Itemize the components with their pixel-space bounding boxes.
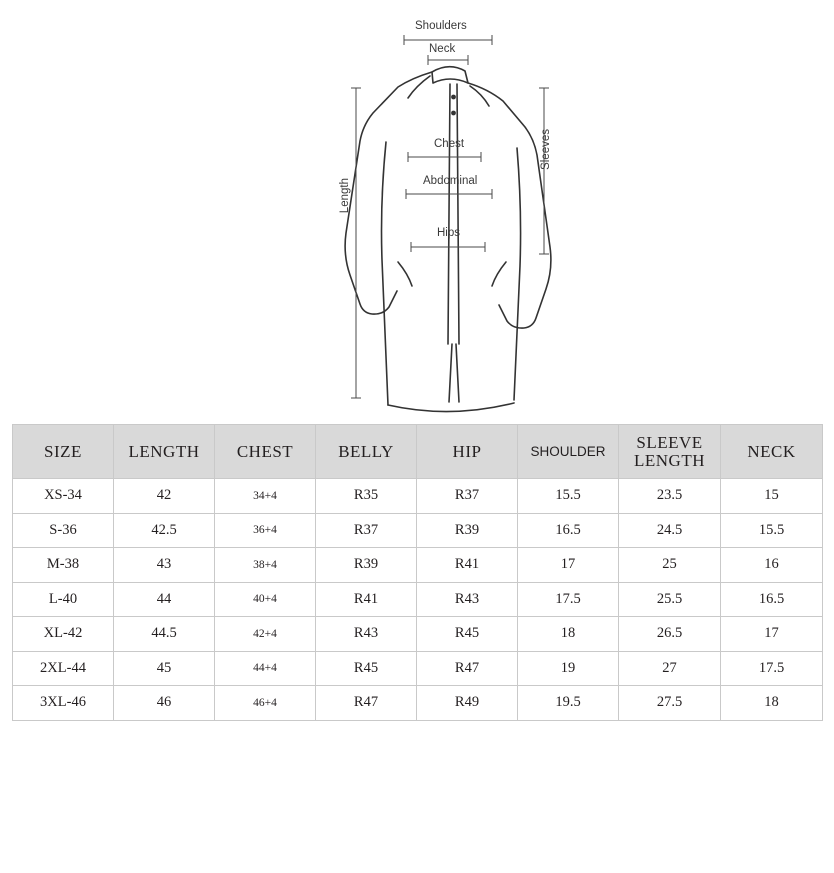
cell-shoulder: 15.5	[518, 479, 619, 514]
cell-belly: R39	[316, 548, 417, 583]
label-length: Length	[339, 178, 351, 214]
cell-neck: 16.5	[721, 582, 823, 617]
cell-belly: R35	[316, 479, 417, 514]
cell-neck: 16	[721, 548, 823, 583]
label-abdominal: Abdominal	[423, 175, 478, 187]
cell-sleeve-length: 27	[619, 651, 721, 686]
cell-chest: 44+4	[215, 651, 316, 686]
label-hips: Hips	[437, 227, 461, 239]
cell-size: M-38	[13, 548, 114, 583]
cell-hip: R47	[417, 651, 518, 686]
column-header-hip: HIP	[417, 425, 518, 479]
table-row	[13, 513, 823, 548]
table-row	[13, 617, 823, 652]
cell-neck: 15.5	[721, 513, 823, 548]
cell-sleeve-length: 26.5	[619, 617, 721, 652]
cell-chest: 42+4	[215, 617, 316, 652]
cell-shoulder: 19	[518, 651, 619, 686]
cell-belly: R47	[316, 686, 417, 721]
table-row	[13, 686, 823, 721]
column-header-belly: BELLY	[316, 425, 417, 479]
cell-length: 42	[114, 479, 215, 514]
cell-length: 43	[114, 548, 215, 583]
cell-hip: R41	[417, 548, 518, 583]
column-header-sleeve-length: SLEEVE LENGTH	[619, 425, 721, 479]
cell-hip: R49	[417, 686, 518, 721]
table-body	[13, 479, 823, 721]
column-header-shoulder: SHOULDER	[518, 425, 619, 479]
cell-shoulder: 18	[518, 617, 619, 652]
cell-sleeve-length: 27.5	[619, 686, 721, 721]
column-header-length: LENGTH	[114, 425, 215, 479]
label-sleeves: Sleeves	[540, 129, 552, 170]
cell-chest: 38+4	[215, 548, 316, 583]
cell-length: 42.5	[114, 513, 215, 548]
cell-size: 3XL-46	[13, 686, 114, 721]
label-neck: Neck	[429, 43, 456, 55]
cell-hip: R39	[417, 513, 518, 548]
cell-hip: R43	[417, 582, 518, 617]
cell-neck: 15	[721, 479, 823, 514]
garment-outline-icon	[0, 0, 834, 415]
cell-chest: 36+4	[215, 513, 316, 548]
size-chart-diagram	[0, 0, 834, 415]
cell-neck: 17.5	[721, 651, 823, 686]
label-chest: Chest	[434, 138, 465, 150]
cell-chest: 46+4	[215, 686, 316, 721]
table-header-row	[13, 425, 823, 479]
cell-hip: R37	[417, 479, 518, 514]
column-header-size: SIZE	[13, 425, 114, 479]
cell-neck: 17	[721, 617, 823, 652]
cell-belly: R45	[316, 651, 417, 686]
cell-length: 44.5	[114, 617, 215, 652]
cell-sleeve-length: 25.5	[619, 582, 721, 617]
cell-size: XS-34	[13, 479, 114, 514]
cell-shoulder: 19.5	[518, 686, 619, 721]
cell-length: 46	[114, 686, 215, 721]
cell-hip: R45	[417, 617, 518, 652]
cell-belly: R43	[316, 617, 417, 652]
cell-sleeve-length: 24.5	[619, 513, 721, 548]
column-header-chest: CHEST	[215, 425, 316, 479]
cell-chest: 40+4	[215, 582, 316, 617]
cell-size: S-36	[13, 513, 114, 548]
cell-length: 45	[114, 651, 215, 686]
column-header-neck: NECK	[721, 425, 823, 479]
cell-sleeve-length: 23.5	[619, 479, 721, 514]
table-row	[13, 582, 823, 617]
table-row	[13, 479, 823, 514]
cell-shoulder: 16.5	[518, 513, 619, 548]
cell-belly: R41	[316, 582, 417, 617]
cell-sleeve-length: 25	[619, 548, 721, 583]
size-chart-table	[12, 424, 823, 721]
cell-shoulder: 17.5	[518, 582, 619, 617]
cell-length: 44	[114, 582, 215, 617]
cell-belly: R37	[316, 513, 417, 548]
cell-shoulder: 17	[518, 548, 619, 583]
cell-size: L-40	[13, 582, 114, 617]
cell-neck: 18	[721, 686, 823, 721]
size-table-container	[12, 424, 822, 721]
cell-size: XL-42	[13, 617, 114, 652]
table-row	[13, 651, 823, 686]
cell-chest: 34+4	[215, 479, 316, 514]
cell-size: 2XL-44	[13, 651, 114, 686]
label-shoulders: Shoulders	[415, 20, 467, 32]
table-row	[13, 548, 823, 583]
